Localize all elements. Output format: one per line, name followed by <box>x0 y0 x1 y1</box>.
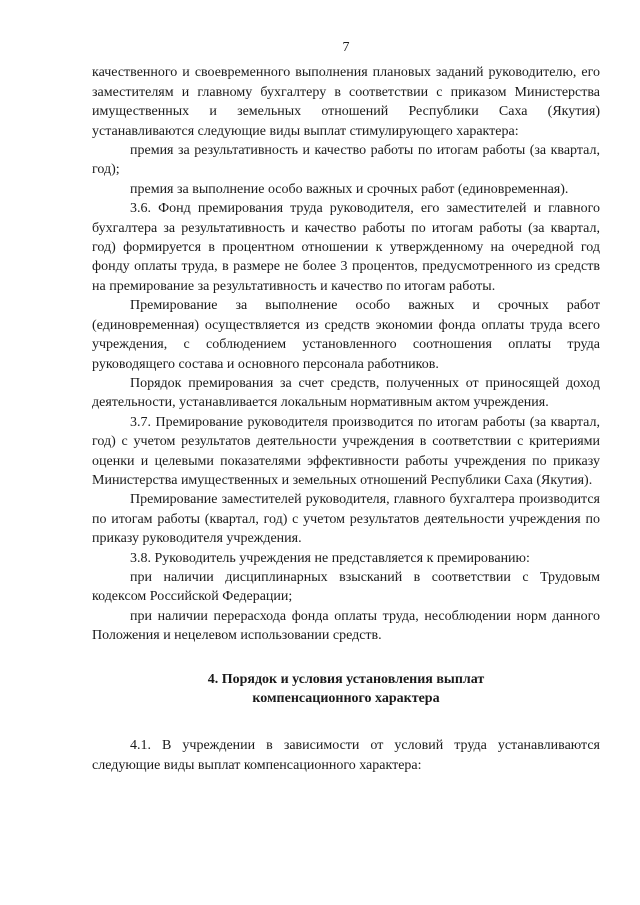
paragraph-3-8: 3.8. Руководитель учреждения не представляется к премированию: <box>130 550 530 566</box>
paragraph-overspend: при наличии перерасхода фонда оплаты труда, несоблюдении норм данного Положения и нецелевом использовании средств. <box>92 608 600 644</box>
section-heading-line-2: компенсационного характера <box>252 691 440 706</box>
paragraph-bonus-quarterly: премия за результативность и качество работы по итогам работы (за квартал, год); <box>92 143 600 178</box>
paragraph-urgent-work-bonus: Премирование за выполнение особо важных и срочных работ (единовременная) осуществляется из средств экономии фонда оплаты труда всего учреждения, с соблюдением установленного соотношения оплаты труда руководящего состава и основного персонала работников. <box>92 298 600 372</box>
paragraph-stimulating-intro: качественного и своевременного выполнения плановых заданий руководителю, его заместителям и главному бухгалтеру в соответствии с приказом Министерства имущественных и земельных отношений Республики Саха (Якутия) устанавливаются следующие виды выплат стимулирующего характера: <box>92 65 600 139</box>
paragraph-3-7: 3.7. Премирование руководителя производится по итогам работы (за квартал, год) с учетом результатов деятельности учреждения в соответствии с критериями оценки и целевыми показателями эффективности работы учреждения по приказу Министерства имущественных и земельных отношений Республики Саха (Якутия). <box>92 414 600 488</box>
section-heading-line-1: 4. Порядок и условия установления выплат <box>207 671 485 687</box>
paragraph-disciplinary: при наличии дисциплинарных взысканий в соответствии с Трудовым кодексом Российской Федерации; <box>92 569 600 605</box>
document-page <box>92 38 600 775</box>
page-number: 7 <box>342 40 350 55</box>
section-heading <box>92 670 600 709</box>
section-4-text <box>92 736 600 775</box>
paragraph-income-bonus-order: Порядок премирования за счет средств, полученных от приносящей доход деятельности, устанавливается локальным нормативным актом учреждения. <box>92 375 600 411</box>
paragraph-bonus-urgent: премия за выполнение особо важных и срочных работ (единовременная). <box>130 181 569 197</box>
paragraph-deputy-bonus: Премирование заместителей руководителя, главного бухгалтера производится по итогам работы (квартал, год) с учетом результатов деятельности учреждения по приказу руководителя учреждения. <box>92 492 600 547</box>
paragraph-4-1: 4.1. В учреждении в зависимости от условий труда устанавливаются следующие виды выплат компенсационного характера: <box>92 738 600 773</box>
body-text <box>92 63 600 645</box>
paragraph-3-6: 3.6. Фонд премирования труда руководителя, его заместителей и главного бухгалтера за результативность и качество работы по итогам работы (за квартал, год) формируется в процентном отношении к утвержденному на очередной год фонду оплаты труда, в размере не более 3 процентов, предусмотренного из средств на премирование за результативность и качество по итогам работы. <box>92 201 600 294</box>
